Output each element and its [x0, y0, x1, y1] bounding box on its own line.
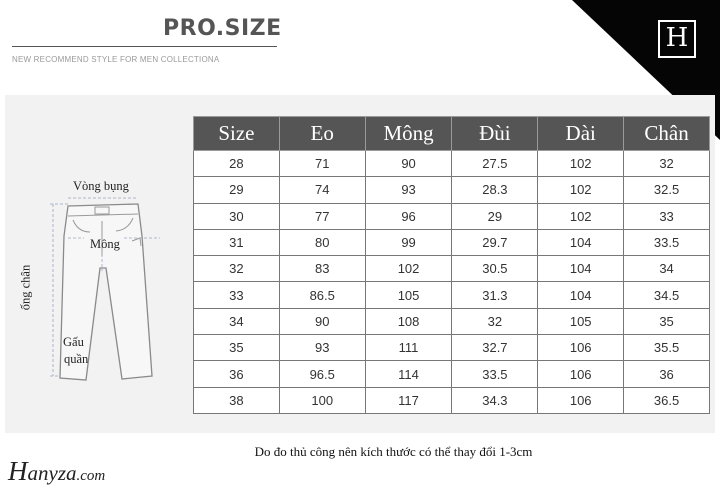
cell-length: 104 [538, 256, 624, 282]
leg-length-label: ống chân [18, 264, 33, 311]
cell-waist: 83 [279, 256, 365, 282]
table-row [194, 335, 710, 361]
cell-hip: 105 [365, 282, 452, 308]
cell-leg: 33.5 [624, 229, 710, 255]
cell-waist: 86.5 [279, 282, 365, 308]
pants-diagram [40, 176, 180, 386]
cell-leg: 35.5 [624, 335, 710, 361]
cell-waist: 96.5 [279, 361, 365, 387]
cell-length: 106 [538, 387, 624, 413]
cell-thigh: 32 [452, 308, 538, 334]
table-row [194, 361, 710, 387]
table-row [194, 256, 710, 282]
cell-length: 104 [538, 282, 624, 308]
page-title: PRO.SIZE [163, 16, 282, 41]
cell-leg: 32 [624, 151, 710, 177]
table-row [194, 151, 710, 177]
cell-hip: 117 [365, 387, 452, 413]
cell-size: 34 [194, 308, 280, 334]
cell-hip: 114 [365, 361, 452, 387]
cell-waist: 93 [279, 335, 365, 361]
measurement-note: Do đo thủ công nên kích thước có thể thay đổi 1-3cm [254, 444, 533, 459]
waist-label: Vòng bụng [73, 179, 129, 193]
cell-length: 106 [538, 335, 624, 361]
cell-thigh: 33.5 [452, 361, 538, 387]
hip-label: Mông [90, 237, 120, 251]
cell-length: 102 [538, 203, 624, 229]
cell-size: 29 [194, 177, 280, 203]
table-row [194, 177, 710, 203]
cell-leg: 34 [624, 256, 710, 282]
cell-size: 30 [194, 203, 280, 229]
brand-domain: .com [76, 468, 106, 484]
brand-initial: H [8, 456, 28, 486]
table-row [194, 308, 710, 334]
col-header-hip: Mông [365, 117, 452, 151]
cell-hip: 93 [365, 177, 452, 203]
cell-thigh: 30.5 [452, 256, 538, 282]
cell-hip: 102 [365, 256, 452, 282]
col-header-thigh: Đùi [452, 117, 538, 151]
cell-leg: 35 [624, 308, 710, 334]
cell-waist: 100 [279, 387, 365, 413]
cell-thigh: 29.7 [452, 229, 538, 255]
cell-hip: 111 [365, 335, 452, 361]
cell-leg: 36 [624, 361, 710, 387]
cell-size: 38 [194, 387, 280, 413]
cell-hip: 99 [365, 229, 452, 255]
cell-hip: 90 [365, 151, 452, 177]
cell-waist: 90 [279, 308, 365, 334]
hem-label-line2: quần [64, 352, 89, 366]
col-header-length: Dài [538, 117, 624, 151]
cell-leg: 32.5 [624, 177, 710, 203]
size-table [193, 116, 710, 414]
table-row [194, 282, 710, 308]
cell-size: 33 [194, 282, 280, 308]
brand-wordmark [8, 456, 105, 487]
title-divider [12, 46, 277, 47]
brand-logo: H [658, 20, 696, 58]
col-header-waist: Eo [279, 117, 365, 151]
brand-name: anyza [27, 461, 77, 485]
cell-waist: 71 [279, 151, 365, 177]
cell-waist: 77 [279, 203, 365, 229]
table-row [194, 229, 710, 255]
cell-size: 28 [194, 151, 280, 177]
cell-length: 102 [538, 151, 624, 177]
page-subtitle: NEW RECOMMEND STYLE FOR MEN COLLECTIONA [12, 55, 220, 64]
table-row [194, 387, 710, 413]
cell-size: 32 [194, 256, 280, 282]
col-header-leg: Chân [624, 117, 710, 151]
cell-leg: 33 [624, 203, 710, 229]
cell-size: 35 [194, 335, 280, 361]
cell-waist: 74 [279, 177, 365, 203]
cell-size: 36 [194, 361, 280, 387]
col-header-size: Size [194, 117, 280, 151]
cell-thigh: 32.7 [452, 335, 538, 361]
cell-thigh: 29 [452, 203, 538, 229]
cell-thigh: 27.5 [452, 151, 538, 177]
cell-thigh: 31.3 [452, 282, 538, 308]
hem-label-line1: Gấu [63, 335, 84, 349]
cell-thigh: 28.3 [452, 177, 538, 203]
cell-length: 102 [538, 177, 624, 203]
table-row [194, 203, 710, 229]
cell-length: 106 [538, 361, 624, 387]
cell-size: 31 [194, 229, 280, 255]
cell-length: 104 [538, 229, 624, 255]
cell-leg: 34.5 [624, 282, 710, 308]
cell-waist: 80 [279, 229, 365, 255]
table-header-row [194, 117, 710, 151]
cell-hip: 108 [365, 308, 452, 334]
cell-hip: 96 [365, 203, 452, 229]
cell-leg: 36.5 [624, 387, 710, 413]
cell-thigh: 34.3 [452, 387, 538, 413]
cell-length: 105 [538, 308, 624, 334]
